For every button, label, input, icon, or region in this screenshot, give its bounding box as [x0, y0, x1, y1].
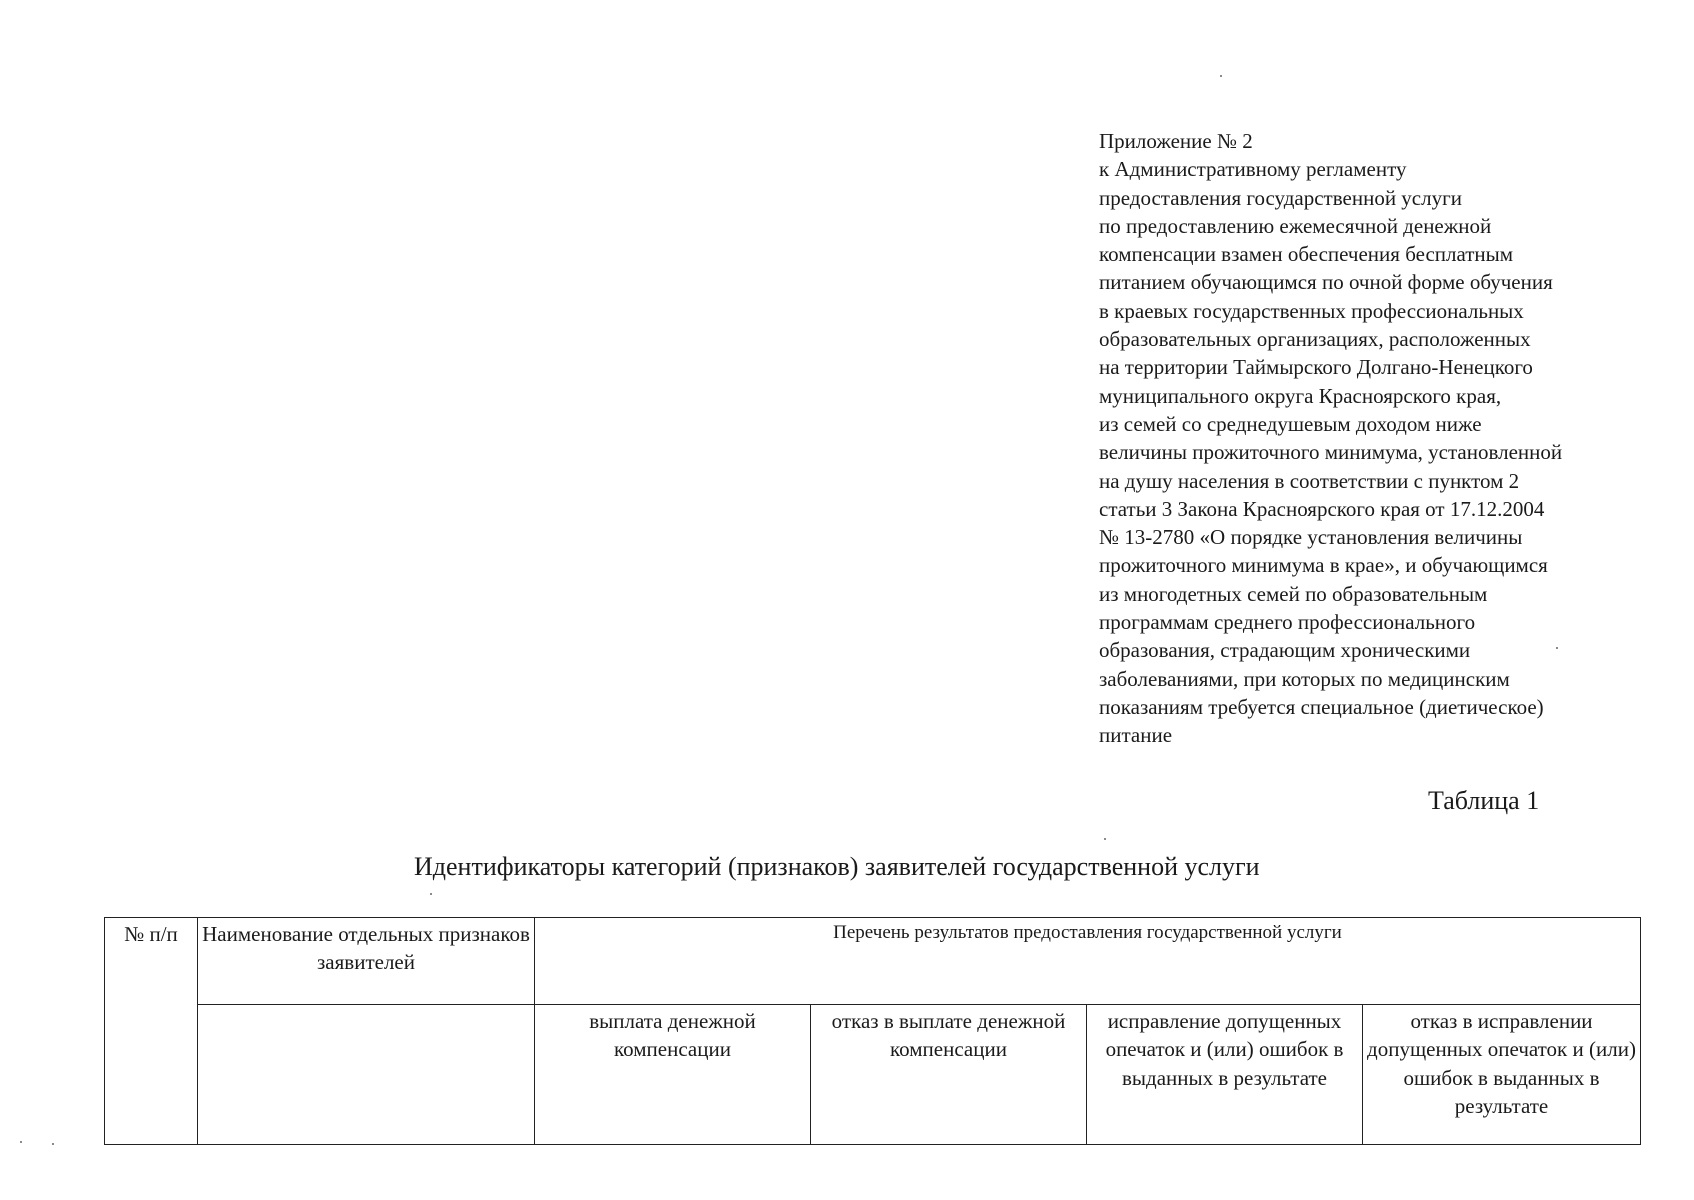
- appendix-line: из семей со среднедушевым доходом ниже: [1099, 411, 1482, 436]
- appendix-line: муниципального округа Красноярского края,: [1099, 383, 1502, 408]
- scan-speck: [52, 1143, 54, 1145]
- table-number: Таблица 1: [1428, 786, 1540, 815]
- appendix-line: величины прожиточного минимума, установленной: [1099, 440, 1563, 465]
- result-column-header: отказ в выплате денежной компенсации: [811, 1005, 1087, 1145]
- scan-speck: [430, 893, 432, 895]
- table-subheader-row: [105, 1005, 1641, 1145]
- appendix-line: статьи 3 Закона Красноярского края от 17.12.2004: [1099, 496, 1545, 521]
- scan-speck: [1220, 75, 1222, 77]
- table-header-row: [105, 918, 1641, 1005]
- page-title: Идентификаторы категорий (признаков) заявителей государственной услуги: [414, 852, 1260, 881]
- scan-speck: [1556, 647, 1558, 649]
- header-results-list: Перечень результатов предоставления государственной услуги: [535, 918, 1641, 1005]
- appendix-line: образовательных организациях, расположенных: [1099, 327, 1531, 352]
- appendix-line: заболеваниями, при которых по медицинским: [1099, 666, 1510, 691]
- appendix-line: предоставления государственной услуги: [1099, 185, 1462, 210]
- appendix-header: [1099, 127, 1679, 750]
- appendix-line: по предоставлению ежемесячной денежной: [1099, 213, 1492, 238]
- appendix-line: питание: [1099, 723, 1173, 748]
- result-column-header: исправление допущенных опечаток и (или) ошибок в выданных в результате: [1087, 1005, 1363, 1145]
- appendix-line: № 13-2780 «О порядке установления величины: [1099, 525, 1523, 550]
- result-column-header: выплата денежной компенсации: [535, 1005, 811, 1145]
- appendix-line: в краевых государственных профессиональных: [1099, 298, 1524, 323]
- empty-cell: [198, 1005, 535, 1145]
- identifiers-table: [104, 917, 1641, 1145]
- header-applicant-features: Наименование отдельных признаков заявителей: [198, 918, 535, 1005]
- appendix-line: прожиточного минимума в крае», и обучающимся: [1099, 553, 1548, 578]
- appendix-line: программам среднего профессионального: [1099, 610, 1476, 635]
- result-column-header: отказ в исправлении допущенных опечаток и (или) ошибок в выданных в результате: [1363, 1005, 1641, 1145]
- scan-speck: [1104, 838, 1106, 840]
- appendix-line: образования, страдающим хроническими: [1099, 638, 1471, 663]
- appendix-line: Приложение № 2: [1099, 129, 1253, 153]
- appendix-line: на территории Таймырского Долгано-Ненецкого: [1099, 355, 1533, 380]
- appendix-line: к Административному регламенту: [1099, 157, 1407, 182]
- scan-speck: [20, 1141, 22, 1143]
- appendix-line: из многодетных семей по образовательным: [1099, 581, 1488, 606]
- appendix-line: на душу населения в соответствии с пунктом 2: [1099, 468, 1520, 493]
- appendix-line: компенсации взамен обеспечения бесплатным: [1099, 242, 1514, 267]
- header-num: № п/п: [105, 918, 198, 1145]
- appendix-line: показаниям требуется специальное (диетическое): [1099, 694, 1544, 719]
- appendix-line: питанием обучающимся по очной форме обучения: [1099, 270, 1553, 295]
